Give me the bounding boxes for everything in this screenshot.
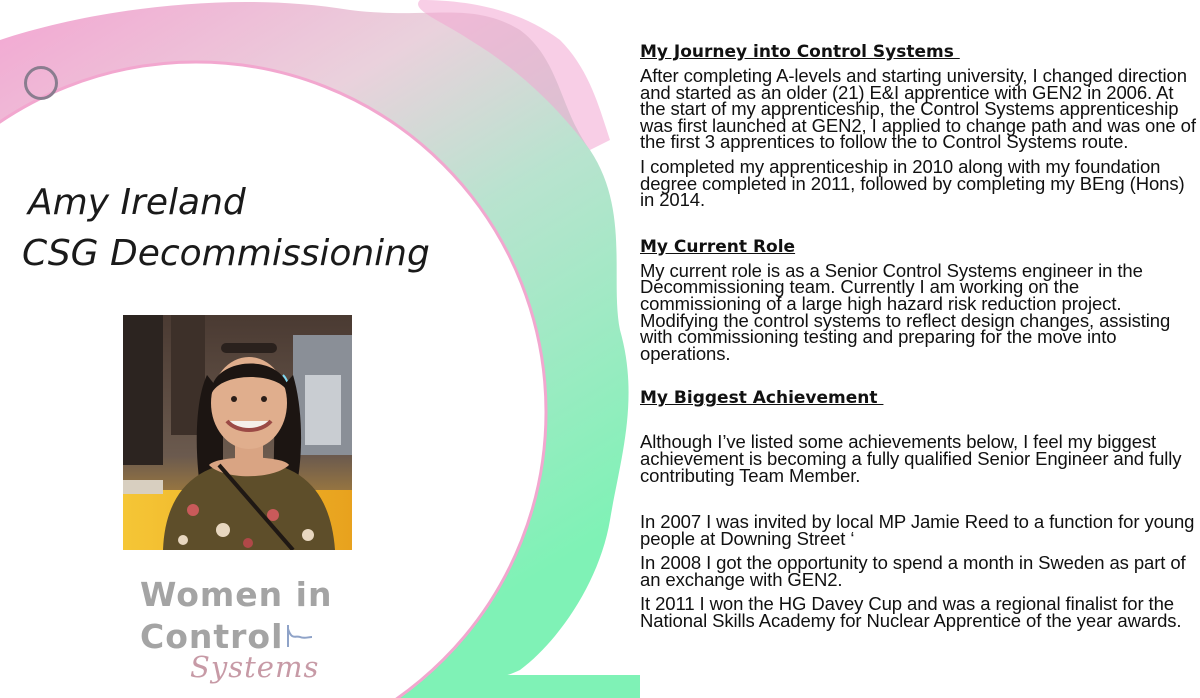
current-role-heading: My Current Role: [640, 236, 796, 257]
achievement-paragraph-2: In 2007 I was invited by local MP Jamie Reed to a function for young people at Downing Street ‘: [640, 511, 1195, 549]
current-role-paragraph: My current role is as a Senior Control Systems engineer in the Decommissioning team. Currently I am working on the commissioning of a large high hazard risk reduction project. Modifying the control systems to reflect design changes, assisting with commissioning testing and preparing for the move into operations.: [640, 259, 1171, 364]
journey-paragraph-1: After completing A-levels and starting university, I changed direction and started as an older (21) E&I apprentice with GEN2 in 2006. At the start of my apprenticeship, the Control Systems apprenticeship was first launched at GEN2, I applied to change path and was one of the first 3 apprentices to follow the to Control Systems route.: [640, 65, 1196, 153]
logo-line-women-in: Women in: [140, 575, 333, 614]
step-response-icon: [286, 623, 314, 649]
journey-paragraph-2: I completed my apprenticeship in 2010 along with my foundation degree completed in 2011, followed by completing my BEng (Hons) in 2014.: [640, 155, 1185, 211]
achievement-paragraph-3: In 2008 I got the opportunity to spend a month in Sweden as part of an exchange with GEN2.: [640, 552, 1186, 590]
person-role: CSG Decommissioning: [22, 233, 430, 274]
women-in-control-systems-logo: [138, 575, 338, 690]
journey-section: [640, 42, 1196, 209]
decorative-circle-icon: [24, 66, 58, 100]
achievement-paragraph-1: Although I’ve listed some achievements below, I feel my biggest achievement is becoming a fully qualified Senior Engineer and fully contributing Team Member.: [640, 431, 1182, 486]
achievement-heading: My Biggest Achievement: [640, 388, 884, 409]
person-name: Amy Ireland: [28, 182, 246, 223]
journey-heading: My Journey into Control Systems: [640, 42, 960, 62]
achievement-paragraph-4: It 2011 I won the HG Davey Cup and was a regional finalist for the National Skills Academy for Nuclear Apprentice of the year awards.: [640, 593, 1182, 632]
logo-line-systems: Systems: [190, 650, 320, 684]
content-column: [640, 42, 1196, 630]
profile-header: [22, 180, 430, 282]
achievement-section: [640, 388, 1196, 632]
profile-photo-illustration: [123, 315, 352, 550]
current-role-section: [640, 237, 1196, 363]
profile-photo: [123, 315, 352, 550]
logo-line-control: Control: [140, 617, 284, 656]
